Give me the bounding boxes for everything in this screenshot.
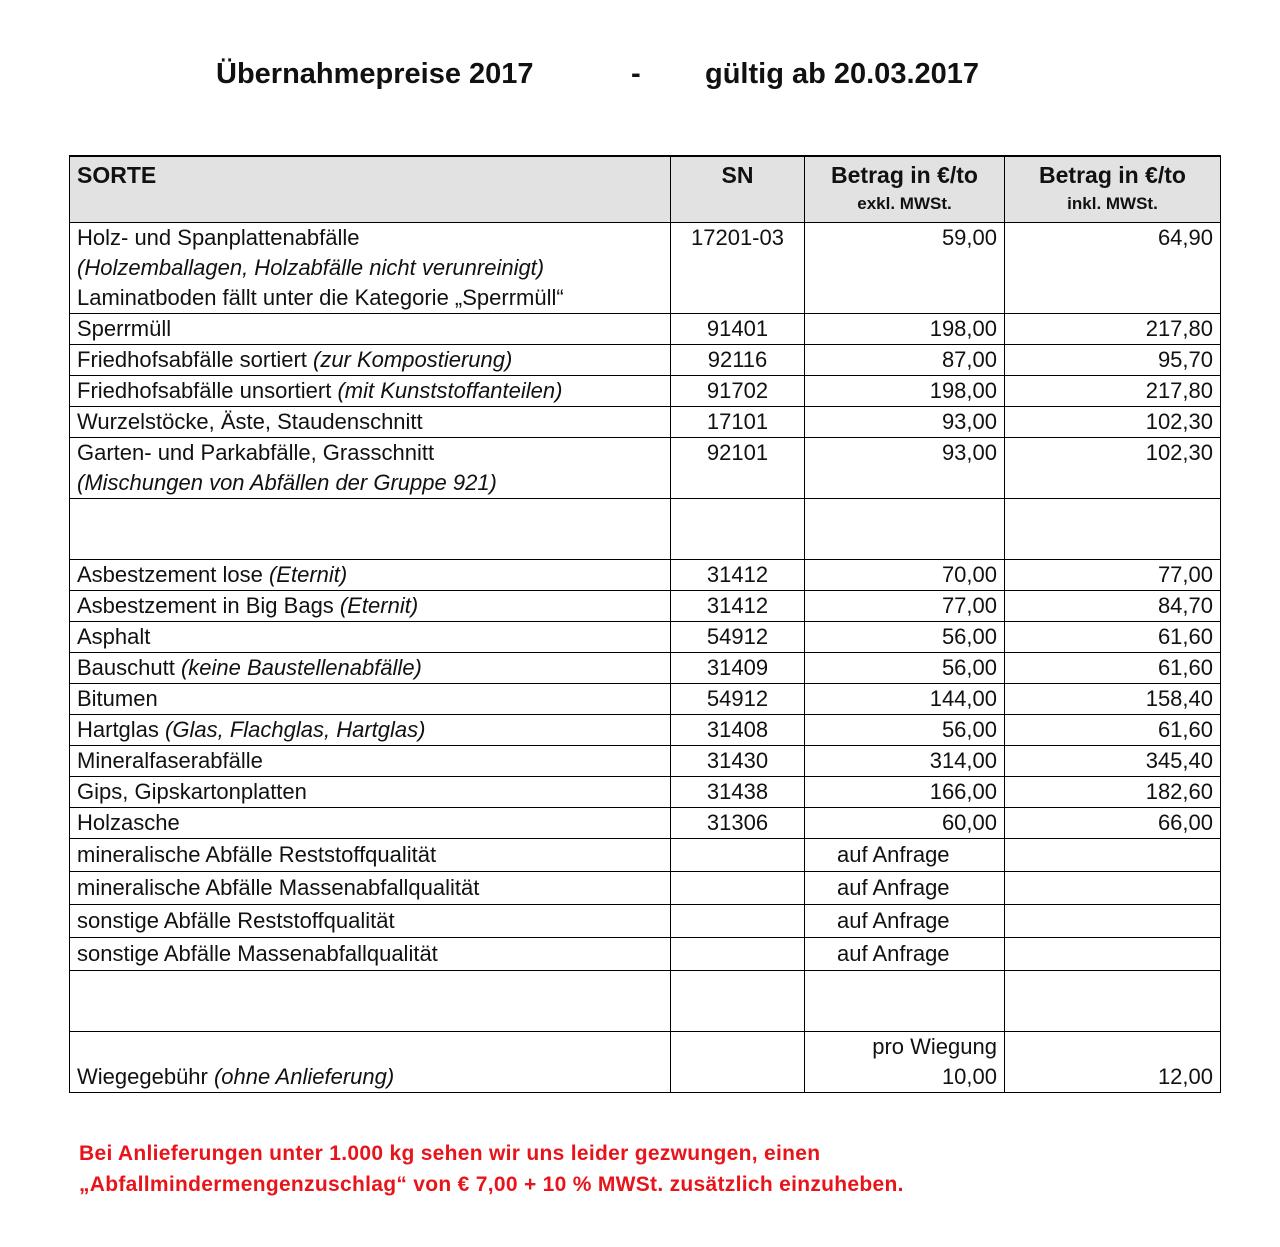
cell-sorte [70, 376, 671, 407]
cell-sn: 17201-03 [671, 223, 805, 314]
cell-sn [671, 839, 805, 872]
title-left: Übernahmepreise 2017 [216, 58, 534, 90]
cell-sorte [70, 591, 671, 622]
cell-sn [671, 1032, 805, 1093]
cell-exkl: auf Anfrage [805, 938, 1005, 971]
empty-cell [70, 499, 671, 560]
cell-exkl: 166,00 [805, 777, 1005, 808]
row-name: Bauschutt [77, 655, 181, 680]
cell-exkl: 198,00 [805, 314, 1005, 345]
cell-exkl-value: 10,00 [941, 1064, 997, 1089]
cell-exkl: 87,00 [805, 345, 1005, 376]
cell-inkl: 182,60 [1005, 777, 1221, 808]
cell-sorte [70, 808, 671, 839]
cell-inkl: 66,00 [1005, 808, 1221, 839]
row-name: Holzasche [77, 810, 180, 835]
row-name: sonstige Abfälle Reststoffqualität [77, 908, 395, 933]
header-inkl-main: Betrag in €/to [1039, 162, 1186, 188]
row-name: mineralische Abfälle Massenabfallqualität [77, 875, 480, 900]
row-note: (Glas, Flachglas, Hartglas) [165, 717, 426, 742]
cell-inkl: 61,60 [1005, 715, 1221, 746]
cell-sn: 54912 [671, 622, 805, 653]
row-note: (Mischungen von Abfällen der Gruppe 921) [77, 470, 497, 495]
table-row [70, 938, 1221, 971]
cell-inkl [1005, 872, 1221, 905]
table-row [70, 715, 1221, 746]
cell-inkl: 77,00 [1005, 560, 1221, 591]
row-extra: Laminatboden fällt unter die Kategorie „Sperrmüll“ [77, 285, 564, 310]
cell-sorte [70, 777, 671, 808]
cell-sn: 54912 [671, 684, 805, 715]
cell-sn: 31438 [671, 777, 805, 808]
cell-exkl: 77,00 [805, 591, 1005, 622]
header-exkl [805, 156, 1005, 223]
cell-inkl [1005, 839, 1221, 872]
cell-sn: 91401 [671, 314, 805, 345]
row-name: Friedhofsabfälle unsortiert [77, 378, 338, 403]
cell-exkl [805, 1032, 1005, 1093]
header-inkl [1005, 156, 1221, 223]
row-name: Asphalt [77, 624, 151, 649]
surcharge-note-line-1: Bei Anlieferungen unter 1.000 kg sehen wir uns leider gezwungen, einen [79, 1142, 821, 1165]
cell-sn: 92116 [671, 345, 805, 376]
cell-sorte [70, 407, 671, 438]
cell-exkl: 93,00 [805, 438, 1005, 499]
table-row [70, 808, 1221, 839]
cell-sn: 31409 [671, 653, 805, 684]
cell-sorte [70, 653, 671, 684]
cell-sorte [70, 746, 671, 777]
header-sorte: SORTE [70, 156, 671, 223]
cell-inkl: 64,90 [1005, 223, 1221, 314]
cell-inkl: 102,30 [1005, 438, 1221, 499]
empty-cell [70, 971, 671, 1032]
cell-sn: 31306 [671, 808, 805, 839]
table-row [70, 1032, 1221, 1093]
cell-sn: 31412 [671, 591, 805, 622]
table-row [70, 777, 1221, 808]
cell-exkl: auf Anfrage [805, 905, 1005, 938]
table-row [70, 407, 1221, 438]
table-row [70, 223, 1221, 314]
page-title [0, 58, 1280, 98]
header-exkl-main: Betrag in €/to [831, 162, 978, 188]
cell-sn: 31408 [671, 715, 805, 746]
row-name: sonstige Abfälle Massenabfallqualität [77, 941, 438, 966]
empty-cell [671, 499, 805, 560]
surcharge-note [79, 1138, 904, 1200]
table-row [70, 438, 1221, 499]
table-row [70, 905, 1221, 938]
row-name: Sperrmüll [77, 316, 172, 341]
cell-inkl: 95,70 [1005, 345, 1221, 376]
row-note: (ohne Anlieferung) [213, 1064, 395, 1089]
empty-cell [805, 499, 1005, 560]
cell-sn [671, 905, 805, 938]
table-row [70, 376, 1221, 407]
row-name: Mineralfaserabfälle [77, 748, 263, 773]
table-row [70, 746, 1221, 777]
cell-sn: 31412 [671, 560, 805, 591]
cell-sorte [70, 223, 671, 314]
cell-sn: 92101 [671, 438, 805, 499]
cell-inkl: 12,00 [1005, 1032, 1221, 1093]
header-sn: SN [671, 156, 805, 223]
cell-inkl: 345,40 [1005, 746, 1221, 777]
table-header-row [70, 156, 1221, 223]
cell-sn [671, 872, 805, 905]
cell-exkl: 144,00 [805, 684, 1005, 715]
cell-inkl: 84,70 [1005, 591, 1221, 622]
table-row [70, 839, 1221, 872]
cell-sorte [70, 872, 671, 905]
cell-exkl: auf Anfrage [805, 872, 1005, 905]
table-row [70, 684, 1221, 715]
cell-exkl: 70,00 [805, 560, 1005, 591]
cell-sorte [70, 314, 671, 345]
row-name: Asbestzement in Big Bags [77, 593, 340, 618]
cell-sorte [70, 622, 671, 653]
cell-sorte [70, 839, 671, 872]
table-row [70, 345, 1221, 376]
title-separator: - [631, 58, 641, 90]
row-note: (keine Baustellenabfälle) [180, 655, 422, 680]
cell-sn: 17101 [671, 407, 805, 438]
table-row [70, 872, 1221, 905]
empty-cell [1005, 499, 1221, 560]
table-row [70, 560, 1221, 591]
title-validity: gültig ab 20.03.2017 [705, 58, 980, 90]
header-exkl-sub: exkl. MWSt. [857, 194, 952, 213]
cell-sn: 91702 [671, 376, 805, 407]
cell-inkl: 217,80 [1005, 376, 1221, 407]
table-row [70, 622, 1221, 653]
row-name: Hartglas [77, 717, 166, 742]
cell-exkl-label: pro Wiegung [872, 1034, 997, 1059]
row-name: Friedhofsabfälle sortiert [77, 347, 313, 372]
cell-sorte [70, 938, 671, 971]
row-note: (Eternit) [268, 562, 348, 587]
cell-exkl: auf Anfrage [805, 839, 1005, 872]
empty-cell [805, 971, 1005, 1032]
row-note: (mit Kunststoffanteilen) [337, 378, 563, 403]
row-note: (Holzemballagen, Holzabfälle nicht verunreinigt) [77, 255, 545, 280]
row-note: (zur Kompostierung) [313, 347, 513, 372]
table-row [70, 314, 1221, 345]
cell-exkl: 56,00 [805, 653, 1005, 684]
cell-sorte [70, 560, 671, 591]
empty-cell [671, 971, 805, 1032]
cell-exkl: 93,00 [805, 407, 1005, 438]
cell-inkl: 158,40 [1005, 684, 1221, 715]
cell-inkl: 217,80 [1005, 314, 1221, 345]
empty-cell [1005, 971, 1221, 1032]
cell-inkl [1005, 938, 1221, 971]
cell-sn: 31430 [671, 746, 805, 777]
price-table [69, 155, 1221, 1093]
header-inkl-sub: inkl. MWSt. [1067, 194, 1158, 213]
cell-inkl: 102,30 [1005, 407, 1221, 438]
table-spacer-row [70, 971, 1221, 1032]
cell-sorte [70, 345, 671, 376]
row-name: mineralische Abfälle Reststoffqualität [77, 842, 437, 867]
cell-exkl: 56,00 [805, 715, 1005, 746]
row-name: Wurzelstöcke, Äste, Staudenschnitt [77, 409, 423, 434]
row-name: Gips, Gipskartonplatten [77, 779, 307, 804]
cell-sorte [70, 715, 671, 746]
surcharge-note-line-2: „Abfallmindermengenzuschlag“ von € 7,00 + 10 % MWSt. zusätzlich einzuheben. [79, 1173, 904, 1196]
cell-sorte [70, 905, 671, 938]
row-name: Wiegegebühr [77, 1064, 214, 1089]
row-name: Holz- und Spanplattenabfälle [77, 225, 360, 250]
cell-sn [671, 938, 805, 971]
row-note: (Eternit) [339, 593, 419, 618]
cell-exkl: 59,00 [805, 223, 1005, 314]
table-row [70, 591, 1221, 622]
table-row [70, 653, 1221, 684]
cell-exkl: 60,00 [805, 808, 1005, 839]
cell-inkl: 61,60 [1005, 622, 1221, 653]
cell-sorte [70, 684, 671, 715]
cell-inkl [1005, 905, 1221, 938]
table-spacer-row [70, 499, 1221, 560]
cell-sorte [70, 438, 671, 499]
cell-exkl: 198,00 [805, 376, 1005, 407]
cell-exkl: 314,00 [805, 746, 1005, 777]
row-name: Bitumen [77, 686, 158, 711]
cell-sorte [70, 1032, 671, 1093]
row-name: Garten- und Parkabfälle, Grasschnitt [77, 440, 435, 465]
cell-exkl: 56,00 [805, 622, 1005, 653]
cell-inkl: 61,60 [1005, 653, 1221, 684]
row-name: Asbestzement lose [77, 562, 269, 587]
